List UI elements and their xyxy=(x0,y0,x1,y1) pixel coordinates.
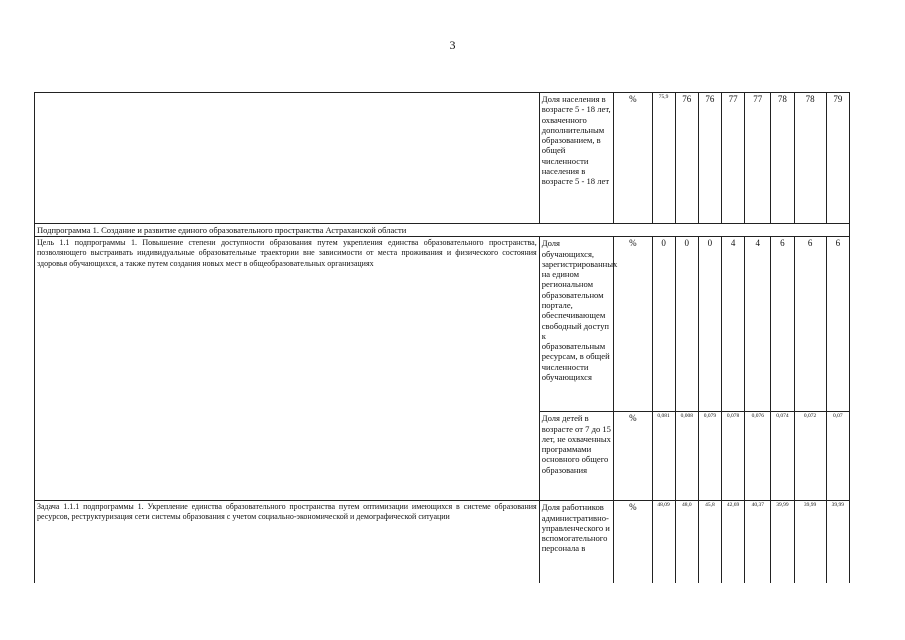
value-cell: 0,074 xyxy=(771,412,794,501)
unit-cell: % xyxy=(614,237,652,412)
value-cell: 78 xyxy=(794,93,826,224)
task-text: Задача 1.1.1 подпрограммы 1. Укрепление единства образовательного пространства путем оптимизации имеющихся в системе образования ресурсов, реструктуризация сети системы образования с учетом социально-экономической и демографической ситуации xyxy=(35,501,540,584)
value-cell: 39,99 xyxy=(826,501,849,584)
unit-cell: % xyxy=(614,93,652,224)
value-cell: 39,99 xyxy=(794,501,826,584)
unit-cell: % xyxy=(614,501,652,584)
table-row xyxy=(35,224,850,237)
value-cell: 78 xyxy=(771,93,794,224)
value-cell: 6 xyxy=(826,237,849,412)
value-cell: 76 xyxy=(675,93,698,224)
value-cell: 0,07 xyxy=(826,412,849,501)
value-cell: 45,8 xyxy=(698,501,721,584)
value-cell: 79 xyxy=(826,93,849,224)
table-row xyxy=(35,501,850,584)
unit-cell: % xyxy=(614,412,652,501)
empty-cell xyxy=(35,93,540,224)
value-cell: 0,079 xyxy=(698,412,721,501)
value-cell: 0,078 xyxy=(722,412,745,501)
value-cell: 76 xyxy=(698,93,721,224)
indicator-cell: Доля населения в возрасте 5 - 18 лет, охваченного дополнительным образованием, в общей численности населения в возрасте 5 - 18 лет xyxy=(539,93,614,224)
value-cell: 4 xyxy=(722,237,745,412)
value-cell: 0,008 xyxy=(675,412,698,501)
table-row xyxy=(35,237,850,412)
table-row xyxy=(35,93,850,224)
value-cell: 0,076 xyxy=(745,412,771,501)
indicator-cell: Доля обучающихся, зарегистрированных на едином региональном образовательном портале, обеспечивающем свободный доступ к образовательным ресурсам, в общей численности обучающихся xyxy=(539,237,614,412)
value-cell: 0,081 xyxy=(652,412,675,501)
value-cell: 77 xyxy=(722,93,745,224)
value-cell: 40,37 xyxy=(745,501,771,584)
value-cell: 0 xyxy=(698,237,721,412)
value-cell: 6 xyxy=(794,237,826,412)
value-cell: 39,99 xyxy=(771,501,794,584)
page-number: 3 xyxy=(449,38,456,52)
value-cell: 0 xyxy=(675,237,698,412)
goal-text: Цель 1.1 подпрограммы 1. Повышение степени доступности образования путем укрепления единства образовательного пространства, позволяющего выстраивать индивидуальные образовательные траектории вне зависимости от места проживания и физического состояния здоровья обучающихся, а также путем создания новых мест в общеобразовательных организациях xyxy=(35,237,540,501)
indicator-cell: Доля детей в возрасте от 7 до 15 лет, не охваченных программами основного общего образования xyxy=(539,412,614,501)
value-cell: 42,69 xyxy=(722,501,745,584)
value-cell: 77 xyxy=(745,93,771,224)
subprogram-title: Подпрограмма 1. Создание и развитие единого образовательного пространства Астраханской области xyxy=(35,224,850,237)
value-cell: 0,072 xyxy=(794,412,826,501)
value-cell: 0 xyxy=(652,237,675,412)
value-cell: 48,0 xyxy=(675,501,698,584)
indicator-cell: Доля работников административно-управленческого и вспомогательного персонала в xyxy=(539,501,614,584)
indicators-table xyxy=(34,92,850,583)
value-cell: 4 xyxy=(745,237,771,412)
value-cell: 48,09 xyxy=(652,501,675,584)
value-cell: 75,9 xyxy=(652,93,675,224)
value-cell: 6 xyxy=(771,237,794,412)
